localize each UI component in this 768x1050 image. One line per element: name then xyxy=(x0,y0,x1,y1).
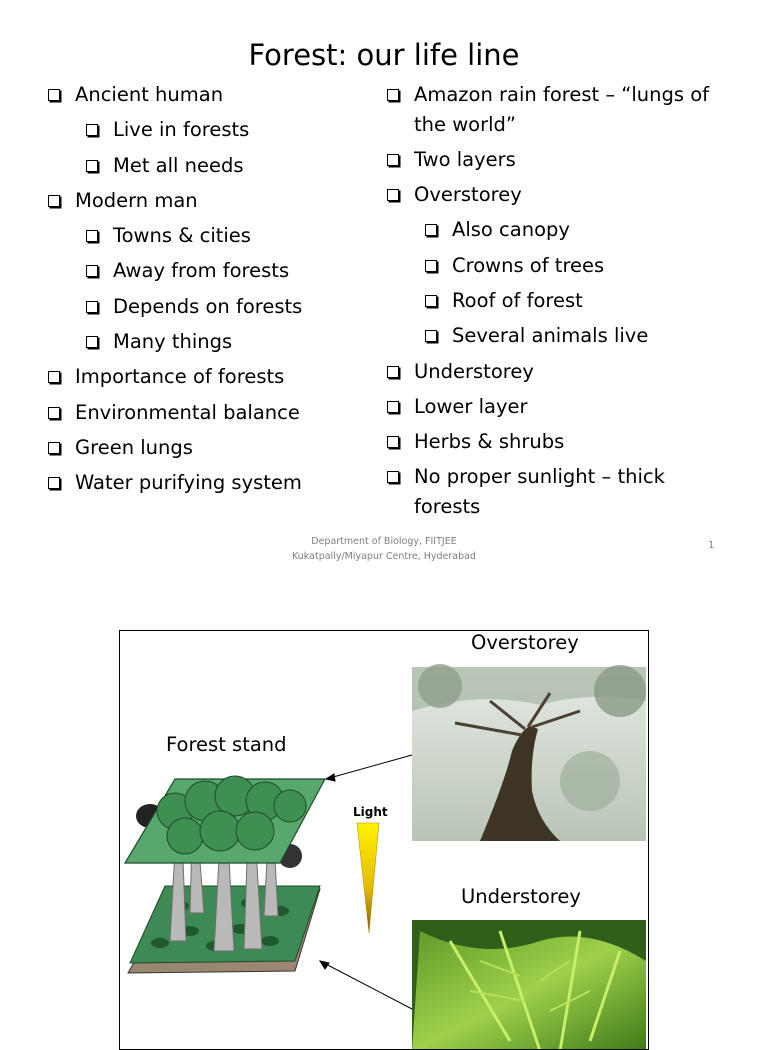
footer-line-1: Department of Biology, FIITJEE xyxy=(311,536,457,547)
left-bullet-item xyxy=(84,221,346,251)
footer-line-2: Kukatpally/Miyapur Centre, Hyderabad xyxy=(292,551,476,562)
right-bullet-item xyxy=(385,145,735,175)
light-label: Light xyxy=(353,805,388,819)
left-bullet-item xyxy=(46,398,346,428)
overstorey-label: Overstorey xyxy=(471,631,579,654)
right-bullet-item xyxy=(423,215,735,245)
right-bullet-text: Overstorey xyxy=(414,183,522,207)
left-bullet-item xyxy=(46,80,346,110)
right-bullet-item xyxy=(385,392,735,422)
right-bullet-item xyxy=(385,180,735,210)
figure-drawing xyxy=(120,631,649,1050)
left-bullet-text: Met all needs xyxy=(113,153,244,177)
right-bullet-text: Amazon rain forest – “lungs of the world” xyxy=(414,83,710,136)
light-indicator xyxy=(353,805,388,933)
checkbox-bullet-icon xyxy=(387,154,399,166)
right-bullet-item xyxy=(385,427,735,457)
left-bullet-item xyxy=(46,433,346,463)
right-bullet-text: Roof of forest xyxy=(452,288,583,312)
slide-footer xyxy=(234,534,534,564)
left-bullet-text: Depends on forests xyxy=(113,294,303,318)
left-bullet-text: Environmental balance xyxy=(75,400,300,424)
checkbox-bullet-icon xyxy=(425,330,437,342)
left-bullet-item xyxy=(84,115,346,145)
left-bullet-text: Green lungs xyxy=(75,435,193,459)
forest-layers-figure xyxy=(119,630,649,1050)
left-bullet-text: Many things xyxy=(113,330,233,354)
right-bullet-column xyxy=(385,80,735,527)
left-bullet-item xyxy=(84,151,346,181)
checkbox-bullet-icon xyxy=(425,260,437,272)
checkbox-bullet-icon xyxy=(48,371,60,383)
right-bullet-text: Understorey xyxy=(414,359,534,383)
right-bullet-text: Also canopy xyxy=(452,218,570,242)
checkbox-bullet-icon xyxy=(425,224,437,236)
left-bullet-text: Live in forests xyxy=(113,118,250,142)
checkbox-bullet-icon xyxy=(48,195,60,207)
checkbox-bullet-icon xyxy=(86,336,98,348)
right-bullet-text: Two layers xyxy=(414,147,516,171)
forest-stand-label: Forest stand xyxy=(166,733,287,756)
right-bullet-text: No proper sunlight – thick forests xyxy=(414,465,665,518)
left-bullet-item xyxy=(46,468,346,498)
right-bullet-item xyxy=(423,251,735,281)
left-bullet-text: Modern man xyxy=(75,188,198,212)
right-bullet-item xyxy=(385,357,735,387)
right-bullet-item xyxy=(385,80,735,139)
checkbox-bullet-icon xyxy=(387,436,399,448)
checkbox-bullet-icon xyxy=(48,89,60,101)
checkbox-bullet-icon xyxy=(387,366,399,378)
left-bullet-text: Towns & cities xyxy=(113,224,251,248)
left-bullet-column xyxy=(46,80,346,504)
checkbox-bullet-icon xyxy=(86,160,98,172)
left-bullet-item xyxy=(46,362,346,392)
slide-title: Forest: our life line xyxy=(248,38,520,72)
checkbox-bullet-icon xyxy=(387,471,399,483)
checkbox-bullet-icon xyxy=(86,230,98,242)
page-number: 1 xyxy=(708,540,715,551)
right-bullet-text: Several animals live xyxy=(452,324,649,348)
right-bullet-item xyxy=(423,286,735,316)
checkbox-bullet-icon xyxy=(425,295,437,307)
checkbox-bullet-icon xyxy=(48,442,60,454)
checkbox-bullet-icon xyxy=(86,124,98,136)
checkbox-bullet-icon xyxy=(86,265,98,277)
right-bullet-text: Lower layer xyxy=(414,394,528,418)
understorey-label: Understorey xyxy=(461,885,581,908)
left-bullet-text: Importance of forests xyxy=(75,365,285,389)
checkbox-bullet-icon xyxy=(48,477,60,489)
overstorey-photo xyxy=(412,664,646,841)
checkbox-bullet-icon xyxy=(86,301,98,313)
right-bullet-item xyxy=(385,462,735,521)
understorey-photo xyxy=(412,920,646,1050)
left-bullet-text: Ancient human xyxy=(75,83,224,106)
checkbox-bullet-icon xyxy=(387,189,399,201)
right-bullet-text: Crowns of trees xyxy=(452,253,605,277)
right-bullet-text: Herbs & shrubs xyxy=(414,430,565,454)
left-bullet-item xyxy=(84,327,346,357)
left-bullet-item xyxy=(84,292,346,322)
left-bullet-text: Water purifying system xyxy=(75,471,302,495)
left-bullet-item xyxy=(84,256,346,286)
left-bullet-text: Away from forests xyxy=(113,259,290,283)
checkbox-bullet-icon xyxy=(387,89,399,101)
checkbox-bullet-icon xyxy=(387,401,399,413)
checkbox-bullet-icon xyxy=(48,407,60,419)
right-bullet-item xyxy=(423,321,735,351)
left-bullet-item xyxy=(46,186,346,216)
